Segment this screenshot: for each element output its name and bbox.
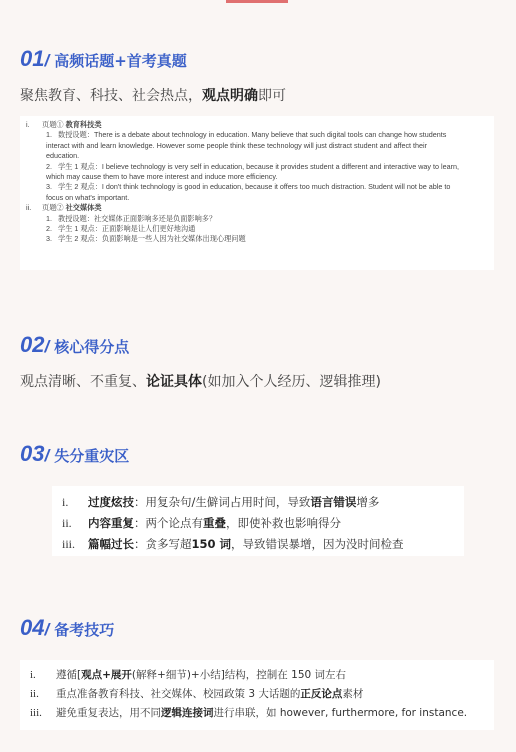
list-item: ii. 重点准备教育科技、社交媒体、校园政策 3 大话题的 正反论点 素材 bbox=[30, 688, 364, 700]
desc-text: (如加入个人经历、逻辑推理) bbox=[202, 374, 381, 390]
list-item-cont: focus on what's important. bbox=[46, 192, 130, 202]
section-slash: / bbox=[44, 337, 50, 356]
desc-text: 观点清晰、不重复、 bbox=[20, 374, 146, 390]
list-item-cont: interact with and learn knowledge. However some people think these technology will just distract student and affect their bbox=[46, 140, 428, 150]
list-item: 2. 学生 1 观点：正面影响是让人们更好地沟通 bbox=[46, 224, 196, 234]
list-item: 1. 教授设题：社交媒体正面影响多还是负面影响多？ bbox=[46, 213, 217, 223]
section-title: 备考技巧 bbox=[54, 621, 115, 639]
section-01-description bbox=[20, 85, 286, 105]
pitfalls-list bbox=[52, 486, 464, 556]
list-item-cont: which may cause them to have more interest and induce more efficiency. bbox=[46, 172, 278, 182]
section-slash: / bbox=[44, 51, 50, 70]
list-item: 3. 学生 2 观点：I don't think technology is good in education, because it offers too much distraction. Student will not be able to bbox=[46, 182, 451, 192]
section-title: 核心得分点 bbox=[54, 338, 130, 356]
section-slash: / bbox=[44, 620, 50, 639]
exam-question-excerpt bbox=[20, 116, 494, 270]
topic-heading: i. 页题① 教育科技类 bbox=[26, 120, 102, 129]
section-number: 03 bbox=[20, 441, 45, 466]
section-03-heading bbox=[20, 441, 129, 467]
section-slash: / bbox=[44, 446, 50, 465]
desc-bold: 论证具体 bbox=[146, 374, 202, 390]
section-04-heading bbox=[20, 615, 114, 641]
desc-bold: 观点明确 bbox=[202, 88, 258, 104]
tips-list bbox=[20, 660, 494, 730]
list-item: ii. 内容重复 ：两个论点有 重叠 ，即使补救也影响得分 bbox=[62, 516, 341, 530]
list-item: iii. 篇幅过长 ：贪多写超 150 词 ，导致错误暴增，因为没时间检查 bbox=[62, 537, 404, 551]
section-number: 02 bbox=[20, 332, 45, 357]
section-number: 04 bbox=[20, 615, 45, 640]
topic-heading: ii. 页题② 社交媒体类 bbox=[26, 203, 102, 213]
list-item: 3. 学生 2 观点：负面影响是一些人因为社交媒体出现心理问题 bbox=[46, 234, 246, 244]
section-title: 失分重灾区 bbox=[54, 447, 130, 465]
section-title: 高频话题+首考真题 bbox=[54, 52, 187, 70]
section-02-heading bbox=[20, 332, 129, 358]
top-accent-bar bbox=[226, 0, 288, 3]
list-item: iii. 避免重复表达，用不同 逻辑连接词 进行串联，如 however, furthermore, for instance. bbox=[30, 707, 468, 719]
section-01-heading bbox=[20, 46, 187, 72]
section-02-description bbox=[20, 371, 381, 391]
list-item: 2. 学生 1 观点：I believe technology is very self in education, because it provides student a different and interactive way to learn, bbox=[46, 161, 459, 171]
desc-text: 聚焦教育、科技、社会热点， bbox=[20, 88, 202, 104]
list-item: i. 遵循[ 观点+展开 (解释+细节)+小结]结构，控制在 150 词左右 bbox=[30, 669, 347, 681]
list-item: i. 过度炫技 ：用复杂句/生僻词占用时间，导致 语言错误 增多 bbox=[62, 495, 380, 509]
list-item: 1. 数授设题：There is a debate about technology in education. Many believe that such digital tools can change how students bbox=[46, 130, 447, 140]
desc-text: 即可 bbox=[258, 88, 286, 104]
list-item-cont: education. bbox=[46, 151, 80, 161]
section-number: 01 bbox=[20, 46, 45, 71]
